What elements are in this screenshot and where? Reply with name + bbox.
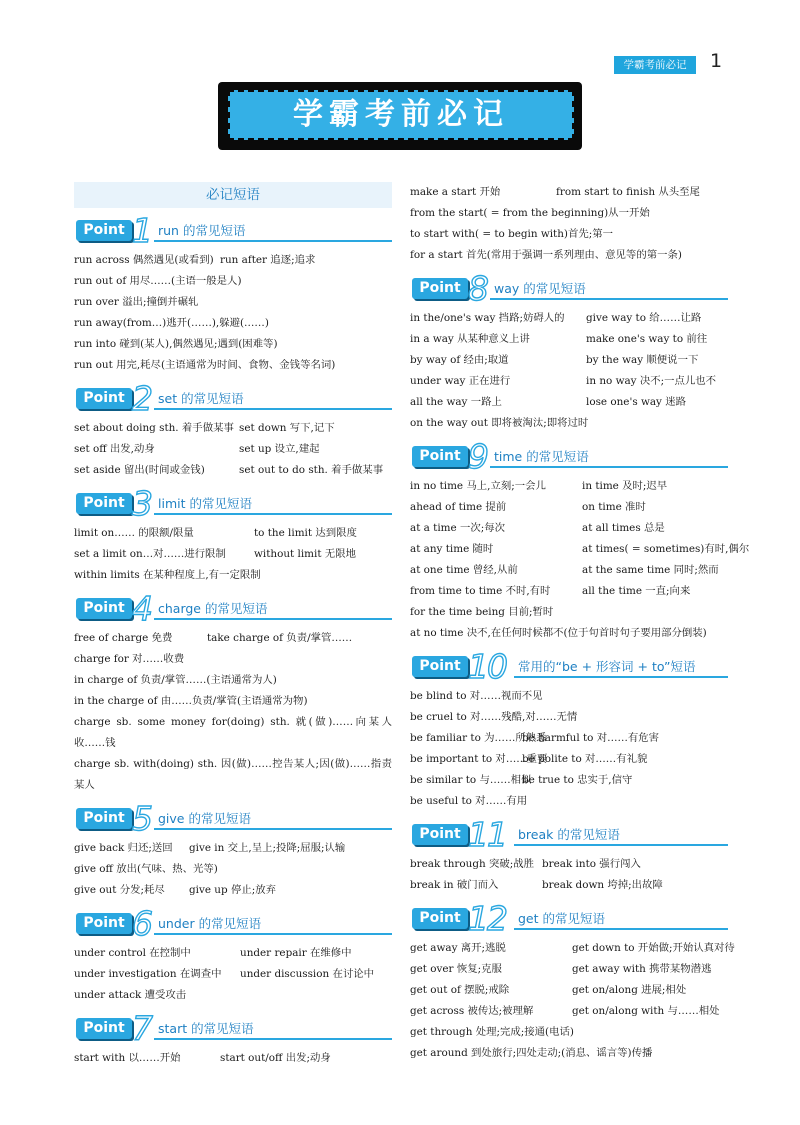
point-number: 12 [468,899,506,938]
point-underline [154,513,392,515]
phrase-line [74,523,392,544]
phrase: get on/along with 与……相处 [572,1005,720,1017]
phrase-line [74,250,392,271]
point-number: 4 [132,589,151,628]
phrase-line [74,985,392,1006]
phrase-line [410,560,728,581]
point-label: Point [412,908,468,929]
phrase-line: charge sb. with(doing) sth. 因(做)……控告某人;因(做)……指责某人 [74,758,392,791]
phrase-line [410,371,728,392]
phrase: lose one's way 迷路 [586,396,686,408]
page-number: 1 [710,50,723,72]
phrase: to the limit 达到限度 [254,527,357,539]
point-title: limit 的常见短语 [158,496,252,511]
phrase: take charge of 负责/掌管…… [207,632,353,644]
phrase: be polite to 对……有礼貌 [522,753,648,765]
phrase-line [74,565,392,586]
point-label: Point [412,656,468,677]
phrase: without limit 无限地 [254,548,356,560]
phrase: make a start 开始 [410,186,501,198]
point-title: under 的常见短语 [158,916,262,931]
phrase-line [410,959,728,980]
phrase-line [74,292,392,313]
phrase: all the way 一路上 [410,396,502,408]
phrase-line [410,749,728,770]
phrase: be true to 忠实于,信守 [522,774,633,786]
phrase-line [74,544,392,565]
phrase: for a start 首先(常用于强调一系列理由、意见等的第一条) [410,249,682,261]
phrase: run after 追逐;追求 [220,254,316,266]
phrase: give back 归还;送回 [74,842,173,854]
phrase: in the/one's way 挡路;妨碍人的 [410,312,565,324]
phrase: in charge of 负责/掌管……(主语通常为人) [74,674,277,686]
phrase-line [410,980,728,1001]
phrase: be similar to 与……相似 [410,774,532,786]
phrase-line [410,854,728,875]
point-number: 9 [468,437,487,476]
phrase: get away with 携带某物潜逃 [572,963,712,975]
phrase-line [410,329,728,350]
point-header [410,816,728,854]
phrase: run over 溢出;撞倒并碾轧 [74,296,199,308]
point-underline [154,1038,392,1040]
point-underline [514,844,728,846]
phrase: get through 处理;完成;接通(电话) [410,1026,574,1038]
point-header [74,380,392,418]
phrase-line [410,476,728,497]
phrase: give in 交上,呈上;投降;屈服;认输 [189,842,346,854]
phrase: limit on…… 的限额/限量 [74,527,194,539]
point-number: 7 [132,1009,151,1048]
phrase: give off 放出(气味、热、光等) [74,863,218,875]
phrase-line [410,539,750,560]
phrase: by the way 顺便说一下 [586,354,699,366]
phrase-line [74,418,392,439]
phrase: get around 到处旅行;四处走动;(消息、谣言等)传播 [410,1047,653,1059]
phrase: be important to 对……重要 [410,753,548,765]
point-label: Point [76,913,132,934]
point-number: 6 [132,904,151,943]
phrase-line [410,350,728,371]
phrase-line [410,770,728,791]
phrase: in no way 决不;一点儿也不 [586,375,717,387]
phrase: run away(from…)逃开(……),躲避(……) [74,317,269,329]
phrase-line [410,791,728,812]
phrase-line [74,964,392,985]
phrase: get down to 开始做;开始认真对待 [572,942,735,954]
point-underline [490,298,728,300]
point-header [74,905,392,943]
phrase: give up 停止;放弃 [189,884,277,896]
point-underline [154,240,392,242]
point-label: Point [76,220,132,241]
phrase: be harmful to 对……有危害 [522,732,660,744]
phrase-line [410,707,728,728]
phrase: in a way 从某种意义上讲 [410,333,530,345]
phrase-line [74,649,392,670]
phrase-line [74,271,392,292]
phrase-line [74,670,392,691]
phrase-line [74,628,392,649]
point-title: charge 的常见短语 [158,601,268,616]
point-header [74,590,392,628]
phrase: under control 在控制中 [74,947,191,959]
phrase: under attack 遭受攻击 [74,989,187,1001]
point-title: break 的常见短语 [518,827,620,842]
point-underline [514,928,728,930]
phrase: set off 出发,动身 [74,443,155,455]
phrase: from start to finish 从头至尾 [556,186,700,198]
phrase: in the charge of 由……负责/掌管(主语通常为物) [74,695,308,707]
phrase-line [410,602,728,623]
phrase-line [74,334,392,355]
phrase-line [410,1001,728,1022]
phrase: at all times 总是 [582,522,665,534]
phrase-line [74,439,392,460]
point-title: get 的常见短语 [518,911,605,926]
phrase-line [74,691,392,712]
phrase-line [410,728,728,749]
point-header [410,270,728,308]
point-header [410,648,728,686]
point-number: 2 [132,379,151,418]
phrase: from the start( = from the beginning)从一开始 [410,207,650,219]
phrase: under investigation 在调查中 [74,968,222,980]
phrase-line [410,203,728,224]
point-title: start 的常见短语 [158,1021,254,1036]
phrase: give way to 给……让路 [586,312,702,324]
phrase: at the same time 同时;然而 [582,564,719,576]
point-number: 5 [132,799,151,838]
left-column [74,182,392,1073]
phrase-line [74,859,392,880]
point-header [410,438,728,476]
phrase: start with 以……开始 [74,1052,181,1064]
phrase: get over 恢复;克服 [410,963,502,975]
phrase: run out 用完,耗尽(主语通常为时间、食物、金钱等名词) [74,359,336,371]
point-number: 1 [132,211,151,250]
point-underline [154,408,392,410]
phrase: charge for 对……收费 [74,653,185,665]
phrase-line [410,413,728,434]
phrase: at any time 随时 [410,543,494,555]
phrase: at a time 一次;每次 [410,522,506,534]
phrase-line [410,308,728,329]
phrase-line [410,686,728,707]
point-label: Point [412,824,468,845]
phrase: run into 碰到(某人),偶然遇见;遇到(困难等) [74,338,278,350]
phrase: under repair 在维修中 [240,947,352,959]
point-title: time 的常见短语 [494,449,589,464]
section-title: 必记短语 [74,182,392,208]
point-label: Point [412,278,468,299]
point-underline [514,676,728,678]
phrase-line [410,497,728,518]
point-header [74,1010,392,1048]
phrase: from time to time 不时,有时 [410,585,551,597]
phrase: set out to do sth. 着手做某事 [239,464,384,476]
point-title: way 的常见短语 [494,281,586,296]
phrase-line [74,943,392,964]
phrase: set up 设立,建起 [239,443,320,455]
phrase: on the way out 即将被淘汰;即将过时 [410,417,589,429]
phrase: get on/along 进展;相处 [572,984,687,996]
phrase-line [74,838,392,859]
point-underline [154,618,392,620]
phrase: set down 写下,记下 [239,422,335,434]
point-number: 10 [468,647,506,686]
phrase: make one's way to 前往 [586,333,708,345]
phrase: be cruel to 对……残酷,对……无情 [410,711,578,723]
phrase: give out 分发;耗尽 [74,884,165,896]
page-title-banner: 学霸考前必记 [228,90,574,140]
phrase: on time 准时 [582,501,646,513]
phrase-line [410,224,728,245]
phrase-line [410,392,728,413]
phrase: ahead of time 提前 [410,501,507,513]
phrase: set aside 留出(时间或金钱) [74,464,205,476]
phrase-line [410,1022,728,1043]
point-title: run 的常见短语 [158,223,246,238]
point-label: Point [76,493,132,514]
phrase: be blind to 对……视而不见 [410,690,543,702]
phrase-line [410,938,735,959]
phrase: start out/off 出发;动身 [220,1052,331,1064]
point-number: 3 [132,484,151,523]
phrase: run across 偶然遇见(或看到) [74,254,214,266]
phrase-line [410,518,728,539]
phrase: get across 被传达;被理解 [410,1005,534,1017]
phrase-line [410,182,728,203]
phrase-line [74,880,392,901]
right-column [410,182,750,1068]
phrase-line [74,460,392,481]
phrase: get out of 摆脱;戒除 [410,984,510,996]
phrase: in no time 马上,立刻;一会儿 [410,480,546,492]
phrase: free of charge 免费 [74,632,173,644]
point-underline [490,466,728,468]
phrase-line [410,245,728,266]
point-label: Point [412,446,468,467]
phrase-line [410,1043,728,1064]
point-title: 常用的“be + 形容词 + to”短语 [518,659,696,674]
header-tag: 学霸考前必记 [614,56,696,74]
phrase: break into 强行闯入 [542,858,641,870]
phrase: set a limit on…对……进行限制 [74,548,226,560]
phrase-line [74,1048,392,1069]
phrase: run out of 用尽……(主语一般是人) [74,275,242,287]
phrase-line: at no time 决不,在任何时候都不(位于句首时句子要用部分倒装) [410,627,707,639]
phrase: all the time 一直;向来 [582,585,691,597]
point-header [74,212,392,250]
phrase: within limits 在某种程度上,有一定限制 [74,569,261,581]
point-number: 11 [468,815,506,854]
phrase: get away 离开;逃脱 [410,942,506,954]
phrase: for the time being 目前;暂时 [410,606,554,618]
phrase: under discussion 在讨论中 [240,968,375,980]
phrase: break through 突破;战胜 [410,858,535,870]
phrase: in time 及时;迟早 [582,480,668,492]
phrase: be useful to 对……有用 [410,795,528,807]
point-underline [154,828,392,830]
point-header [74,800,392,838]
point-label: Point [76,1018,132,1039]
phrase: at times( = sometimes)有时,偶尔 [582,543,750,555]
phrase-line [74,355,392,376]
phrase: to start with( = to begin with)首先;第一 [410,228,614,240]
point-label: Point [76,388,132,409]
point-number: 8 [468,269,487,308]
point-header [410,900,728,938]
phrase: break in 破门而入 [410,879,499,891]
phrase-line [74,313,392,334]
point-title: give 的常见短语 [158,811,251,826]
point-title: set 的常见短语 [158,391,244,406]
phrase-line: charge sb. some money for(doing) sth. 就(做)……向某人收……钱 [74,716,392,749]
phrase: by way of 经由;取道 [410,354,509,366]
point-label: Point [76,598,132,619]
phrase: set about doing sth. 着手做某事 [74,422,234,434]
phrase: be familiar to 为……所熟悉 [410,732,547,744]
point-label: Point [76,808,132,829]
point-header [74,485,392,523]
phrase: under way 正在进行 [410,375,511,387]
phrase-line [410,875,728,896]
phrase: at one time 曾经,从前 [410,564,518,576]
phrase-line [410,581,728,602]
phrase: break down 垮掉;出故障 [542,879,663,891]
point-underline [154,933,392,935]
